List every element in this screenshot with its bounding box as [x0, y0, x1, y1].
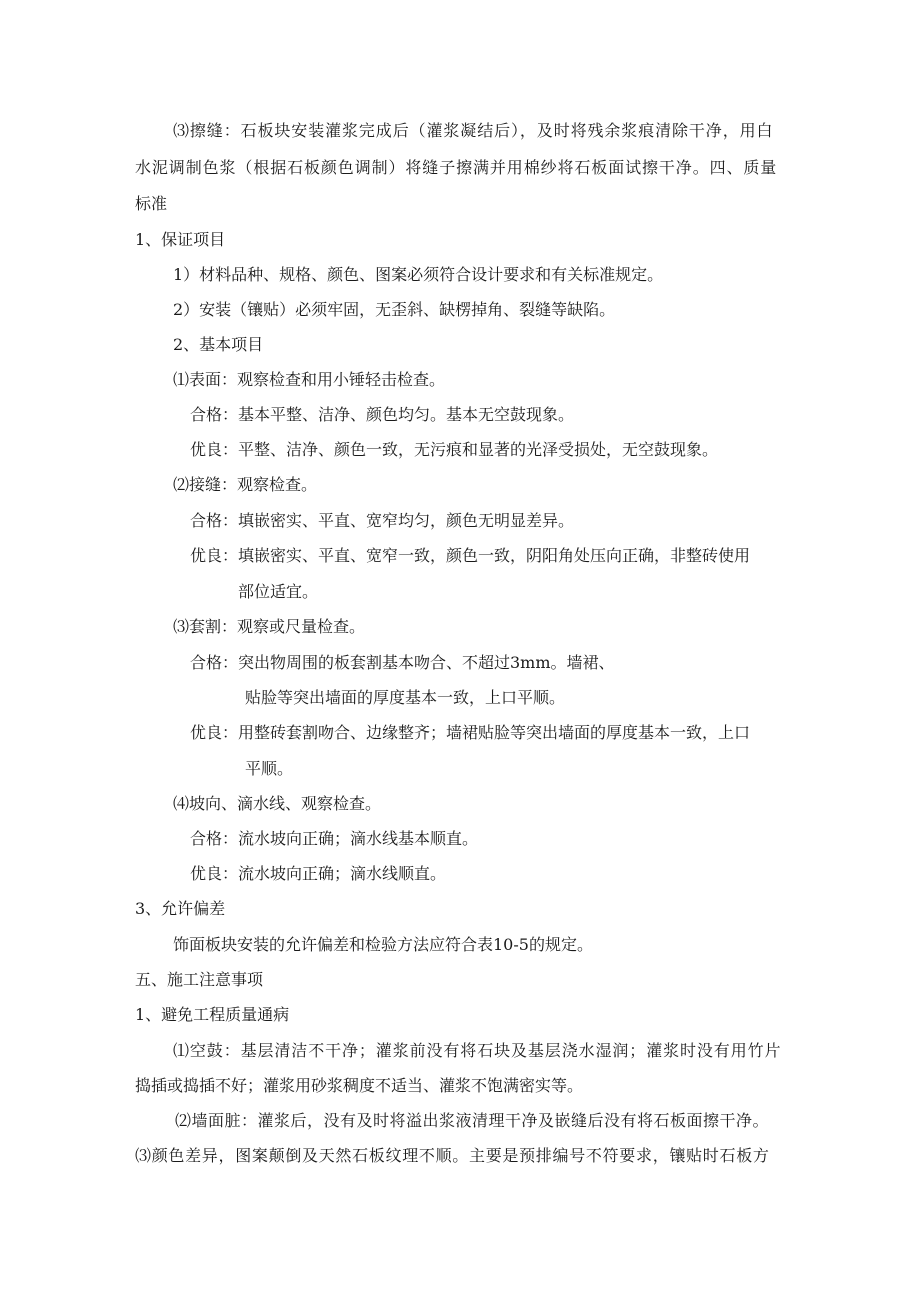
list-item: 2）安装（镶贴）必须牢固，无歪斜、缺楞掉角、裂缝等缺陷。: [173, 300, 616, 319]
heading-line: 1、保证项目: [135, 230, 226, 249]
list-item: ⑷坡向、滴水线、观察检查。: [173, 794, 382, 813]
list-item: 贴脸等突出墙面的厚度基本一致，上口平顺。: [245, 688, 566, 707]
heading-line: 1、避免工程质量通病: [135, 1005, 290, 1024]
list-item: 合格：填嵌密实、平直、宽窄均匀，颜色无明显差异。: [190, 511, 575, 530]
list-item: 1）材料品种、规格、颜色、图案必须符合设计要求和有关标准规定。: [173, 265, 664, 284]
list-item: 优良：用整砖套割吻合、边缘整齐；墙裙贴脸等突出墙面的厚度基本一致，上口: [190, 723, 751, 742]
paragraph-line: ⑶擦缝：石板块安装灌浆完成后（灌浆凝结后），及时将残余浆痕清除干净，用白: [173, 121, 774, 140]
list-item: 平顺。: [245, 759, 294, 778]
paragraph-line: 标准: [135, 194, 168, 213]
list-item: ⑶套割：观察或尺量检查。: [173, 617, 366, 636]
list-item: ⑴表面：观察检查和用小锤轻击检查。: [173, 370, 446, 389]
heading-line: 五、施工注意事项: [135, 970, 264, 989]
paragraph-line: ⑶颜色差异，图案颠倒及天然石板纹理不顺。主要是预排编号不符要求，镶贴时石板方: [135, 1146, 770, 1165]
list-item: 合格：突出物周围的板套割基本吻合、不超过3mm。墙裙、: [190, 653, 615, 672]
paragraph-line: 水泥调制色浆（根据石板颜色调制）将缝子擦满并用棉纱将石板面试擦干净。四、质量: [135, 158, 778, 177]
list-item: 合格：流水坡向正确；滴水线基本顺直。: [190, 829, 479, 848]
heading-line: 2、基本项目: [173, 335, 264, 354]
list-item: 部位适宜。: [238, 582, 319, 601]
paragraph-line: ⑴空鼓：基层清洁不干净；灌浆前没有将石块及基层浇水湿润；灌浆时没有用竹片: [173, 1041, 782, 1060]
list-item: 合格：基本平整、洁净、颜色均匀。基本无空鼓现象。: [190, 405, 575, 424]
paragraph-line: 饰面板块安装的允许偏差和检验方法应符合表10-5的规定。: [173, 935, 593, 954]
paragraph-line: 捣插或捣插不好；灌浆用砂浆稠度不适当、灌浆不饱满密实等。: [135, 1076, 584, 1095]
list-item: 优良：流水坡向正确；滴水线顺直。: [190, 864, 447, 883]
paragraph-line: ⑵墙面脏：灌浆后，没有及时将溢出浆液清理干净及嵌缝后没有将石板面擦干净。: [175, 1111, 770, 1130]
list-item: ⑵接缝：观察检查。: [173, 475, 318, 494]
list-item: 优良：填嵌密实、平直、宽窄一致，颜色一致，阴阳角处压向正确，非整砖使用: [190, 546, 751, 565]
list-item: 优良：平整、洁净、颜色一致，无污痕和显著的光泽受损处，无空鼓现象。: [190, 440, 719, 459]
heading-line: 3、允许偏差: [135, 899, 226, 918]
